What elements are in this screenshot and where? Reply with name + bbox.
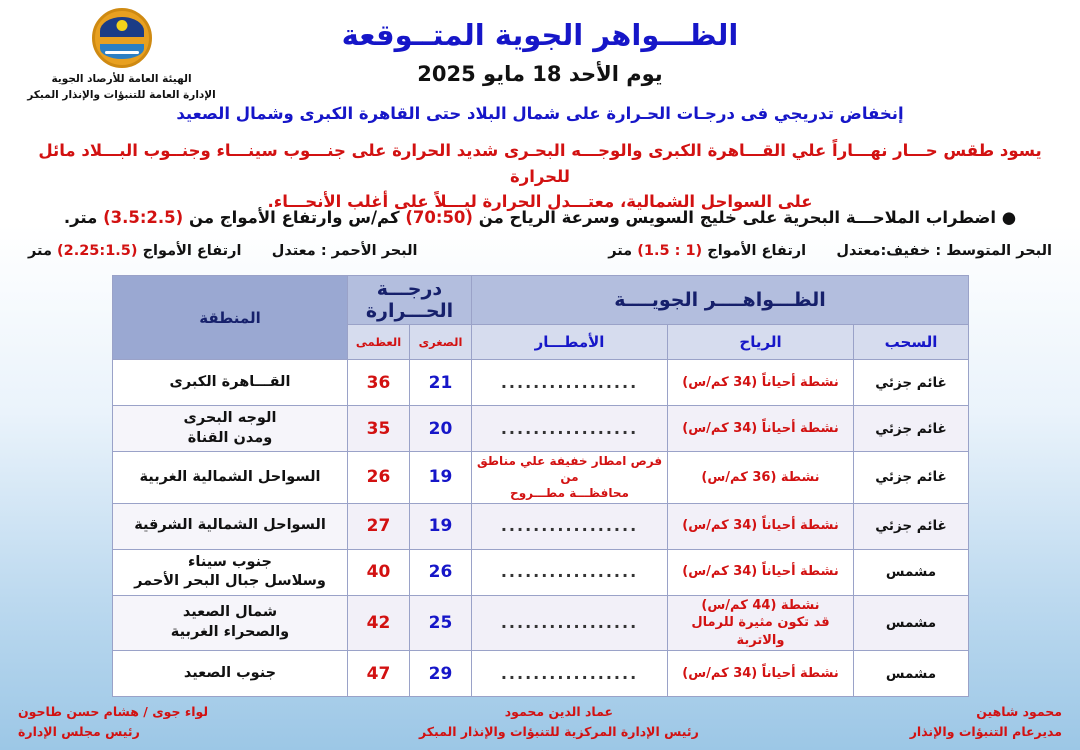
- mediterranean-waves-label: ارتفاع الأمواج: [707, 243, 807, 259]
- marine-wind-speed: (70:50): [405, 208, 473, 227]
- red-sea-waves-value: (2.25:1.5): [56, 243, 138, 259]
- summary-blue-line: إنخفاض تدريجي فى درجـات الحـرارة على شمال البلاد حتى القاهرة الكبرى وشمال الصعيد: [176, 104, 904, 123]
- cell-wind: نشطة (44 كم/س) قد تكون مثيرة للرمال والاتربة: [668, 595, 854, 651]
- cell-tmax: 36: [348, 360, 410, 406]
- summary-red-line1: يسود طقس حـــار نهـــاراً علي القـــاهرة الكبرى والوجـــه البحـرى شديد الحرارة على جنـــوب سينـــاء وجنــوب البـــلاد مائل للحرارة: [38, 141, 1042, 186]
- cell-region: القـــاهرة الكبرى: [113, 360, 348, 406]
- cell-tmin: 19: [410, 452, 472, 504]
- org-name-line2: الإدارة العامة للتنبؤات والإنذار المبكر: [27, 88, 216, 101]
- red-sea-conditions: [28, 243, 418, 259]
- cell-rain: .................: [472, 406, 668, 452]
- cell-clouds: غائم جزئي: [854, 360, 969, 406]
- sea-conditions-row: [28, 243, 1052, 259]
- summary-red-line2: على السواحل الشمالية، معتـــدل الحرارة ليـــلاً على أغلب الأنحـــاء.: [267, 192, 813, 212]
- signature-right-title: مديرعام التنبؤات والإنذار: [909, 724, 1062, 739]
- cell-clouds: غائم جزئي: [854, 452, 969, 504]
- cell-tmin: 26: [410, 549, 472, 595]
- cell-wind: نشطة أحياناً (34 كم/س): [668, 503, 854, 549]
- mediterranean-conditions: [608, 243, 1052, 259]
- mediterranean-waves-unit: متر: [608, 243, 633, 259]
- red-sea-label: البحر الأحمر : معتدل: [271, 243, 418, 259]
- column-header-clouds: السحب: [854, 325, 969, 360]
- column-header-tmin: الصغرى: [410, 325, 472, 360]
- cell-wind: نشطة أحياناً (34 كم/س): [668, 360, 854, 406]
- cell-rain: .................: [472, 651, 668, 697]
- cell-tmax: 35: [348, 406, 410, 452]
- cell-region: السواحل الشمالية الشرقية: [113, 503, 348, 549]
- signature-right-name: محمود شاهين: [976, 704, 1062, 719]
- table-row: [113, 452, 969, 504]
- cell-region: السواحل الشمالية الغربية: [113, 452, 348, 504]
- red-sea-waves-label: ارتفاع الأمواج: [142, 243, 242, 259]
- cell-clouds: غائم جزئي: [854, 406, 969, 452]
- table-row: [113, 503, 969, 549]
- cell-region: شمال الصعيد والصحراء الغربية: [113, 595, 348, 651]
- mediterranean-waves-value: (1 : 1.5): [637, 243, 703, 259]
- signature-center-name: عماد الدين محمود: [504, 704, 614, 719]
- cell-tmax: 40: [348, 549, 410, 595]
- table-group-header-row: [113, 276, 969, 325]
- signature-right: [910, 702, 1062, 742]
- cell-tmax: 26: [348, 452, 410, 504]
- cell-tmax: 27: [348, 503, 410, 549]
- cell-clouds: غائم جزئي: [854, 503, 969, 549]
- table-row: [113, 549, 969, 595]
- cell-wind: نشطة أحياناً (34 كم/س): [668, 406, 854, 452]
- bulletin-date: يوم الأحد 18 مايو 2025: [417, 62, 663, 86]
- group-header-temperature: درجـــة الحـــرارة: [348, 276, 472, 325]
- signature-center-title: رئيس الإدارة المركزية للتنبؤات والإنذار المبكر: [419, 724, 699, 739]
- table-row: [113, 360, 969, 406]
- column-header-wind: الرياح: [668, 325, 854, 360]
- cell-tmin: 19: [410, 503, 472, 549]
- table-row: [113, 406, 969, 452]
- forecast-table-body: [113, 360, 969, 697]
- cell-wind: نشطة أحياناً (34 كم/س): [668, 549, 854, 595]
- forecast-table: [112, 275, 969, 697]
- signature-left-name: لواء جوى / هشام حسن طاحون: [18, 704, 209, 719]
- org-name-line1: الهيئة العامة للأرصاد الجوية: [51, 73, 192, 85]
- cell-clouds: مشمس: [854, 549, 969, 595]
- marine-mid-text: كم/س وارتفاع الأمواج من: [188, 208, 400, 227]
- cell-wind: نشطة أحياناً (34 كم/س): [668, 651, 854, 697]
- group-header-phenomena: الظـــواهــــر الجويــــة: [472, 276, 969, 325]
- signature-left: [18, 702, 208, 742]
- cell-tmax: 47: [348, 651, 410, 697]
- red-sea-waves-unit: متر: [28, 243, 52, 259]
- cell-clouds: مشمس: [854, 651, 969, 697]
- mediterranean-label: البحر المتوسط : خفيف:معتدل: [836, 243, 1052, 259]
- bullet-marker: ●: [1001, 208, 1017, 227]
- cell-rain: فرص امطار خفيفة علي مناطق من محافظـــة مطـــروح: [472, 452, 668, 504]
- cell-rain: .................: [472, 549, 668, 595]
- cell-region: جنوب سيناء وسلاسل جبال البحر الأحمر: [113, 549, 348, 595]
- cell-rain: .................: [472, 360, 668, 406]
- column-header-region: المنطقة: [113, 276, 348, 360]
- cell-tmin: 25: [410, 595, 472, 651]
- signature-left-title: رئيس مجلس الإدارة: [18, 724, 140, 739]
- summary-red-paragraph: [36, 138, 1044, 215]
- column-header-rain: الأمطـــار: [472, 325, 668, 360]
- marine-wave-height: (3.5:2.5): [103, 208, 184, 227]
- cell-rain: .................: [472, 503, 668, 549]
- page-title: الظـــواهر الجوية المتــوقعة: [341, 18, 739, 52]
- marine-navigation-note: [40, 208, 1040, 227]
- cell-tmin: 29: [410, 651, 472, 697]
- cell-tmin: 21: [410, 360, 472, 406]
- signature-footer: [18, 702, 1062, 742]
- marine-prefix-text: اضطراب الملاحـــة البحرية على خليج السويس وسرعة الرياح من: [478, 208, 996, 227]
- signature-center: [419, 702, 699, 742]
- column-header-tmax: العظمى: [348, 325, 410, 360]
- cell-region: جنوب الصعيد: [113, 651, 348, 697]
- forecast-table-wrapper: [113, 275, 969, 697]
- cell-tmax: 42: [348, 595, 410, 651]
- cell-region: الوجه البحرى ومدن القناة: [113, 406, 348, 452]
- cell-wind: نشطة (36 كم/س): [668, 452, 854, 504]
- table-row: [113, 651, 969, 697]
- cell-rain: .................: [472, 595, 668, 651]
- marine-suffix-text: متر.: [63, 208, 98, 227]
- table-row: [113, 595, 969, 651]
- cell-clouds: مشمس: [854, 595, 969, 651]
- cell-tmin: 20: [410, 406, 472, 452]
